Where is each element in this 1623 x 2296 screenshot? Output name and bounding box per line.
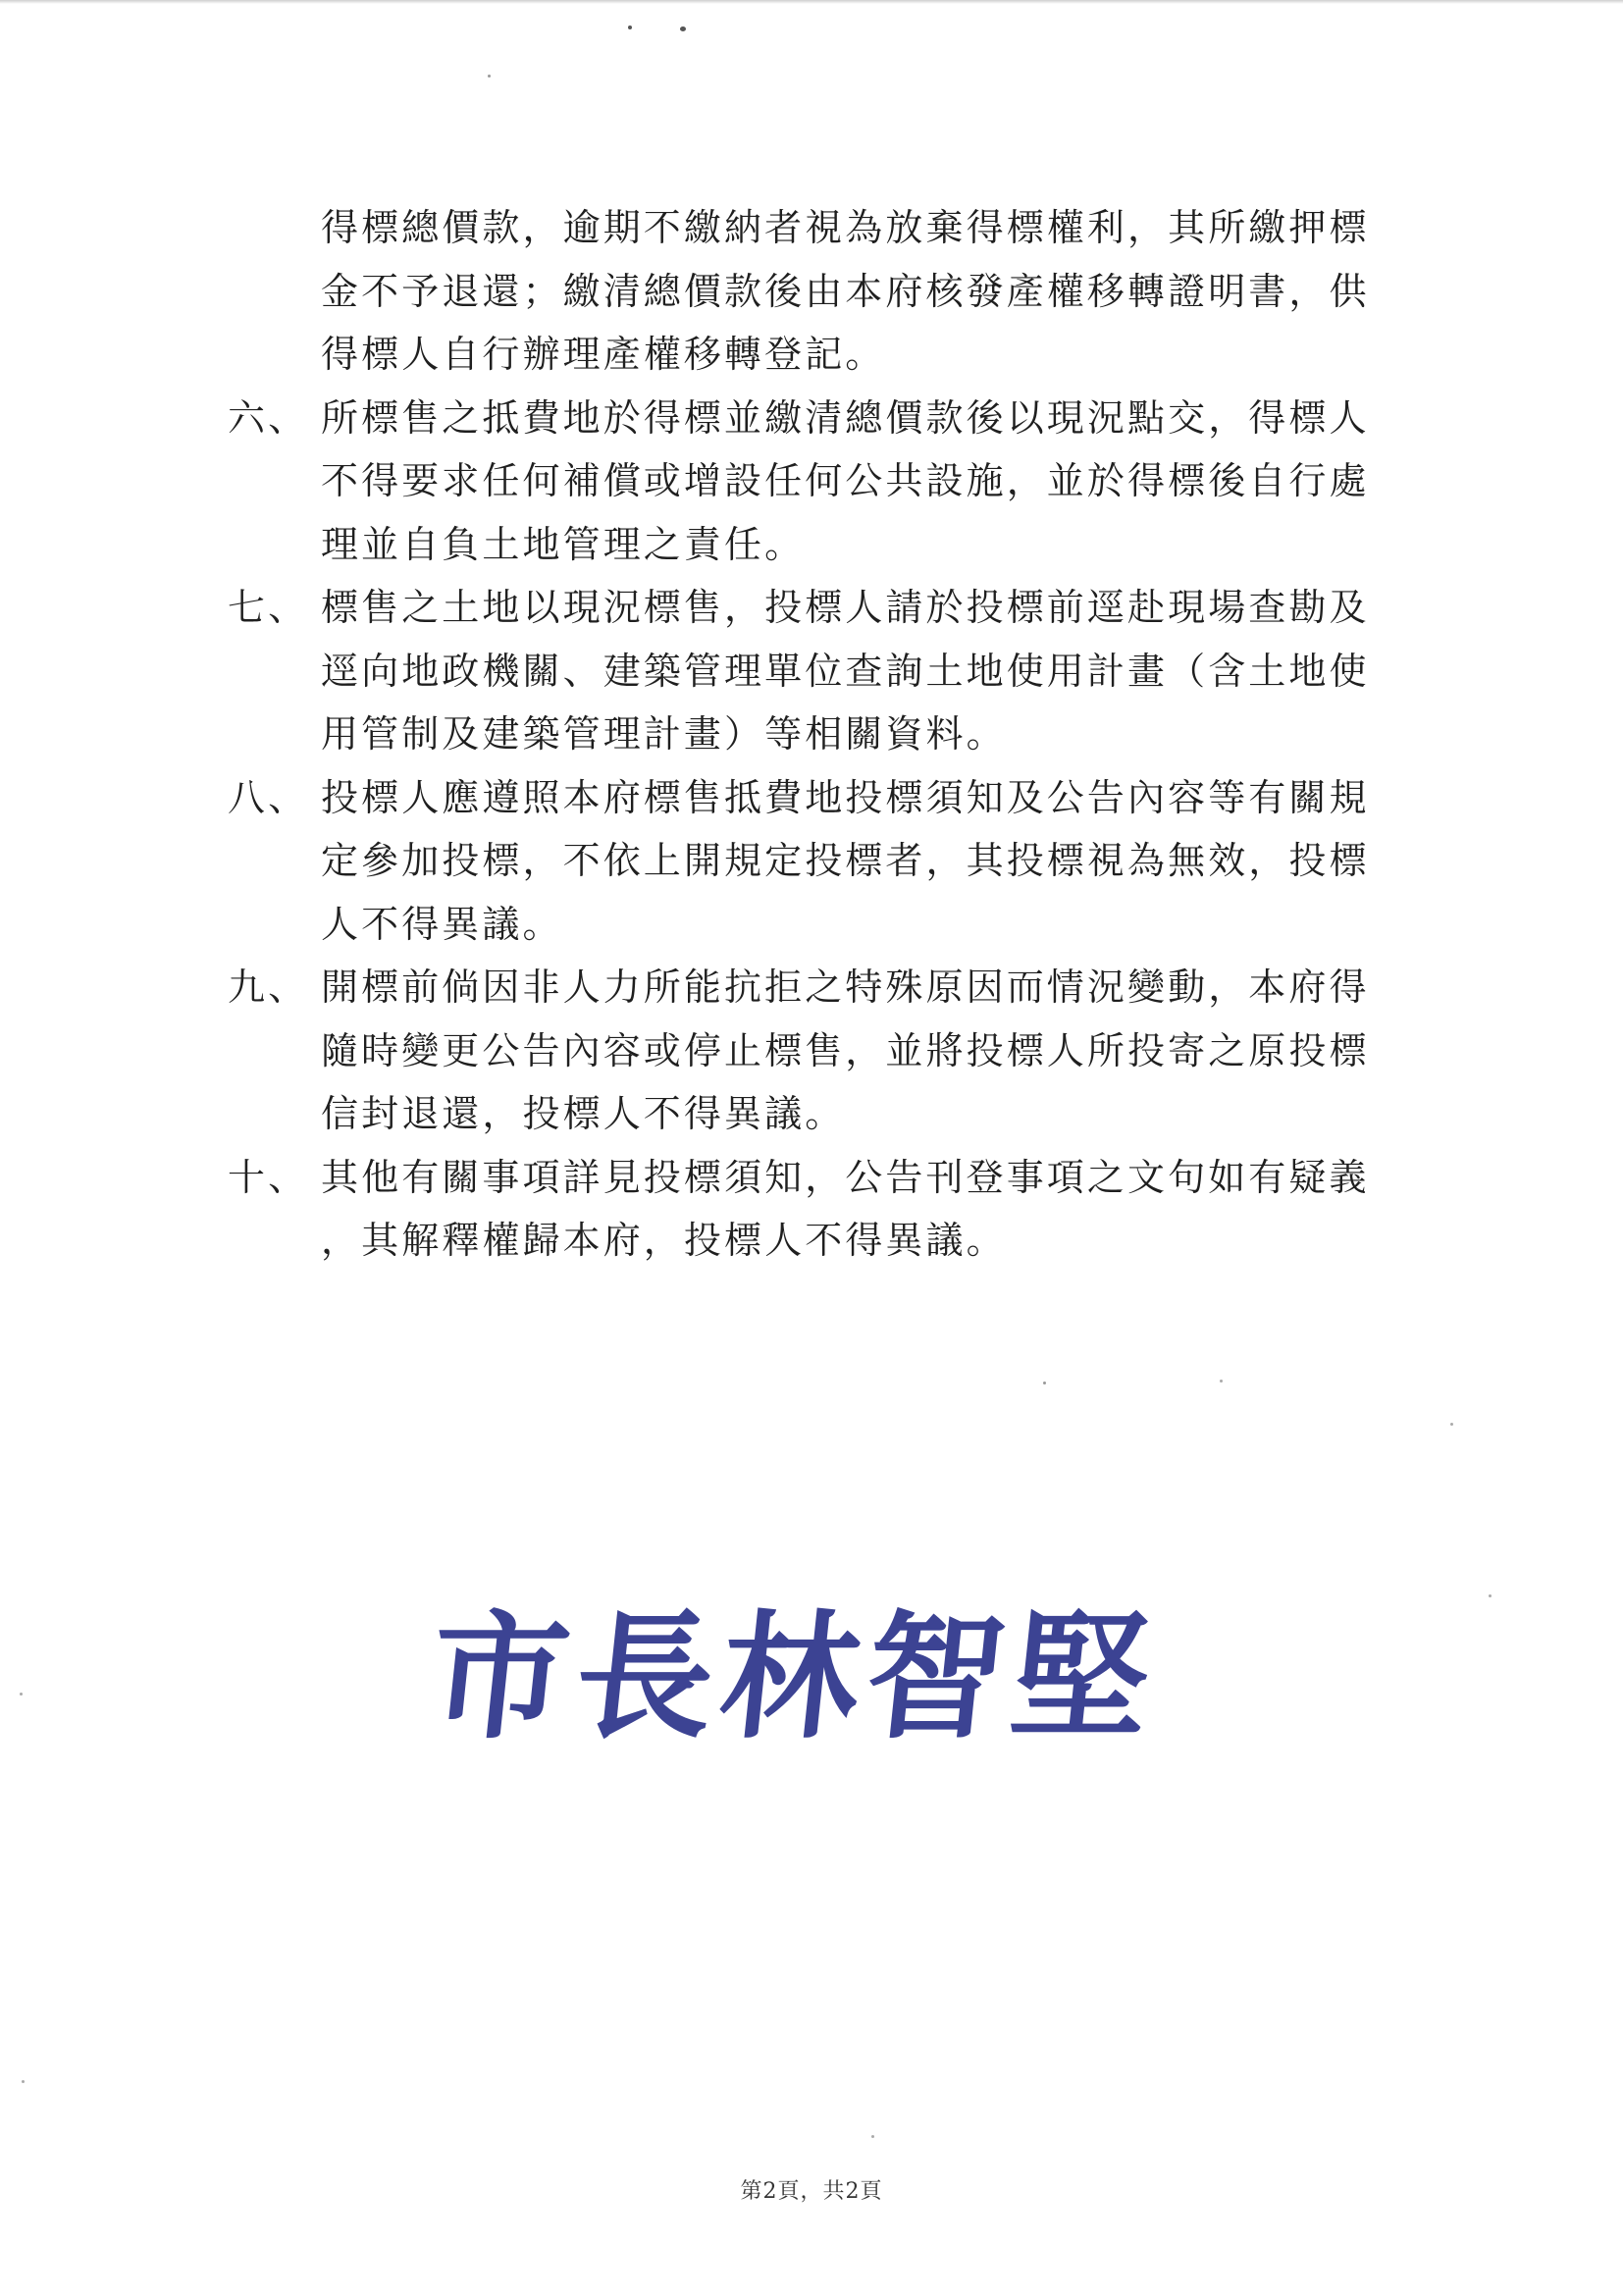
clause-9 (228, 956, 1466, 1146)
text-line: 金不予退還；繳清總價款後由本府核發產權移轉證明書，供 (321, 269, 1370, 313)
intro-paragraph (228, 196, 1466, 387)
text-line: 得標總價款，逾期不繳納者視為放棄得標權利，其所繳押標 (321, 206, 1370, 249)
clause-number: 七、 (228, 586, 309, 629)
clause-number: 六、 (228, 395, 309, 440)
text-line: 投標人應遵照本府標售抵費地投標須知及公告內容等有關規 (321, 775, 1370, 819)
text-line: ，其解釋權歸本府，投標人不得異議。 (321, 1219, 1007, 1262)
scan-speck (488, 75, 491, 78)
signature-text: 市長林智堅 (422, 1596, 1166, 1758)
clause-number: 八、 (228, 775, 309, 819)
text-line: 得標人自行辦理產權移轉登記。 (321, 333, 886, 376)
text-line: 其他有關事項詳見投標須知，公告刊登事項之文句如有疑義 (321, 1155, 1370, 1199)
announcement-body (228, 196, 1466, 1273)
signature-graphic (412, 1578, 1197, 1774)
clause-6 (228, 387, 1466, 577)
scan-edge (0, 0, 1623, 4)
text-line: 用管制及建築管理計畫）等相關資料。 (321, 712, 1007, 756)
page-footer: 第2頁，共2頁 (740, 2179, 883, 2204)
scan-speck (1220, 1380, 1223, 1383)
clause-number: 九、 (228, 965, 309, 1009)
scan-speck (628, 26, 632, 29)
text-line: 定參加投標，不依上開規定投標者，其投標視為無效，投標 (321, 839, 1370, 882)
scan-speck (871, 2135, 874, 2138)
text-line: 隨時變更公告內容或停止標售，並將投標人所投寄之原投標 (321, 1028, 1370, 1072)
scan-speck (20, 1693, 23, 1696)
text-line: 不得要求任何補償或增設任何公共設施，並於得標後自行處 (321, 459, 1370, 502)
scan-speck (680, 26, 686, 31)
scan-speck (1489, 1594, 1492, 1597)
clause-7 (228, 576, 1466, 766)
text-line: 信封退還，投標人不得異議。 (321, 1092, 846, 1135)
text-line: 人不得異議。 (321, 902, 563, 946)
clause-8 (228, 766, 1466, 957)
scan-speck (22, 2080, 25, 2083)
text-line: 所標售之抵費地於得標並繳清總價款後以現況點交，得標人 (321, 395, 1370, 440)
scan-speck (1450, 1423, 1453, 1426)
text-line: 逕向地政機關、建築管理單位查詢土地使用計畫（含土地使 (321, 649, 1370, 693)
text-line: 理並自負土地管理之責任。 (321, 522, 806, 566)
text-line: 標售之土地以現況標售，投標人請於投標前逕赴現場查勘及 (321, 586, 1370, 629)
mayor-signature (412, 1578, 1197, 1774)
scan-speck (1043, 1382, 1046, 1384)
text-line: 開標前倘因非人力所能抗拒之特殊原因而情況變動，本府得 (321, 965, 1370, 1009)
clause-number: 十、 (228, 1155, 309, 1199)
clause-10 (228, 1146, 1466, 1273)
